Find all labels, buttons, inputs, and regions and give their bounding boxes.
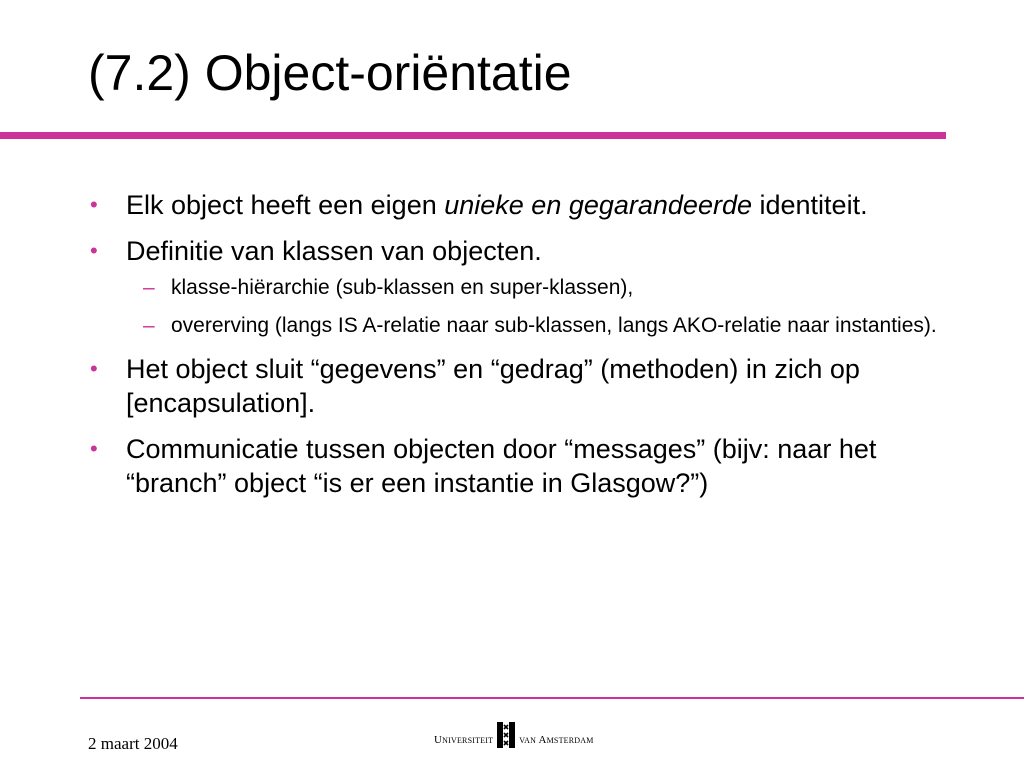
bullet-text: Definitie van klassen van objecten. xyxy=(126,236,542,266)
bullet-item-messages xyxy=(90,432,950,500)
logo-text-left: Universiteit xyxy=(434,734,494,746)
footer-date: 2 maart 2004 xyxy=(88,734,178,753)
title-divider xyxy=(0,132,946,139)
amsterdam-crosses-shield-icon xyxy=(497,722,515,748)
bullet-marker: • xyxy=(90,436,98,461)
slide-content xyxy=(90,188,950,512)
sub-bullet-text: overerving (langs IS A-relatie naar sub-klassen, langs AKO-relatie naar instanties). xyxy=(171,314,937,337)
sub-bullet-marker: – xyxy=(143,276,155,299)
sub-bullet-item-inheritance xyxy=(135,312,950,340)
bullet-item-class-definition xyxy=(90,234,950,340)
sub-bullet-item-hierarchy xyxy=(135,274,950,302)
sub-bullet-text: klasse-hiërarchie (sub-klassen en super-klassen), xyxy=(171,276,634,299)
bullet-marker: • xyxy=(90,356,98,381)
bullet-item-identity xyxy=(90,188,950,222)
bullet-text: Communicatie tussen objecten door “messages” (bijv: naar het “branch” object “is er een instantie in Glasgow?”) xyxy=(126,434,877,498)
bullet-text: Het object sluit “gegevens” en “gedrag” (methoden) in zich op [encapsulation]. xyxy=(126,354,860,418)
bullet-text xyxy=(126,190,868,220)
bullet-text-before: Elk object heeft een eigen xyxy=(126,190,445,220)
slide-title: (7.2) Object-oriëntatie xyxy=(88,45,572,101)
logo-text-right: van Amsterdam xyxy=(519,734,594,746)
bullet-marker: • xyxy=(90,192,98,217)
bullet-text-italic: unieke en gegarandeerde xyxy=(444,190,752,220)
university-logo xyxy=(434,722,594,748)
sub-bullet-marker: – xyxy=(143,314,155,337)
bullet-item-encapsulation xyxy=(90,352,950,420)
sub-bullet-list xyxy=(135,274,950,340)
footer-divider xyxy=(80,697,1024,699)
bullet-marker: • xyxy=(90,238,98,263)
bullet-text-after: identiteit. xyxy=(752,190,868,220)
